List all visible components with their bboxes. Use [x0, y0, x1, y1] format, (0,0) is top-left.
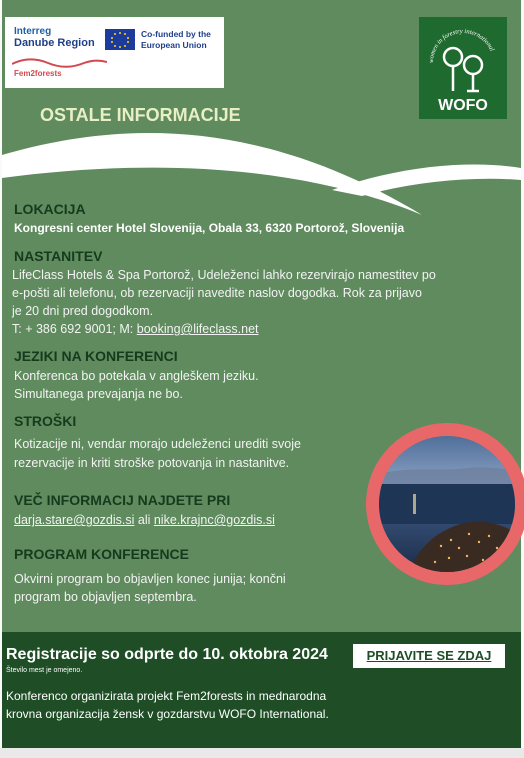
wofo-ring-text: women in forestry international: [427, 27, 496, 64]
nike-email-link[interactable]: nike.krajnc@gozdis.si: [153, 513, 275, 527]
program-heading: PROGRAM KONFERENCE: [14, 546, 190, 562]
organizers-text: [6, 687, 406, 723]
jeziki-line-2: Simultanega prevajanja ne bo.: [14, 387, 183, 401]
program-line-1: Okvirni program bo objavljen konec junija; končni: [14, 572, 286, 586]
bottom-strip: [0, 748, 524, 758]
program-line-2: program bo objavljen septembra.: [14, 590, 197, 604]
stroski-line-2: rezervacije in kriti stroške potovanja in nastanitve.: [14, 456, 290, 470]
danube-region-logo-text: Danube Region: [14, 37, 95, 49]
registration-deadline: Registracije so odprte do 10. oktobra 2024: [6, 646, 328, 663]
vec-informacij-heading: VEČ INFORMACIJ NAJDETE PRI: [14, 492, 231, 508]
wofo-tree-icon: [419, 17, 507, 97]
eu-flag-icon: [105, 29, 135, 50]
portoroz-photo-image: [379, 436, 515, 572]
nastanitev-contact: [12, 320, 259, 338]
darja-email-link[interactable]: darja.stare@gozdis.si: [14, 513, 135, 527]
limited-seats-note: Število mest je omejeno.: [6, 667, 83, 674]
page-title: OSTALE INFORMACIJE: [40, 105, 241, 125]
portoroz-photo: [366, 423, 524, 585]
organizers-line-1: Konferenco organizirata projekt Fem2forests in mednarodna: [6, 689, 327, 703]
fem2forests-logo-text: Fem2forests: [14, 69, 62, 78]
nastanitev-line-1: LifeClass Hotels & Spa Portorož, Udeleženci lahko rezervirajo namestitev po: [12, 268, 436, 282]
vec-informacij-contacts: [14, 511, 275, 529]
ali-text: ali: [134, 513, 154, 527]
stroski-heading: STROŠKI: [14, 413, 77, 429]
wofo-logo: [419, 17, 507, 119]
lokacija-heading: LOKACIJA: [14, 201, 86, 217]
cofunded-eu-text: Co-funded by the European Union: [141, 29, 211, 50]
jeziki-line-1: Konferenca bo potekala v angleškem jeziku.: [14, 369, 259, 383]
nastanitev-phone: T: + 386 692 9001; M:: [12, 322, 137, 336]
fem2forests-wave-icon: [12, 58, 107, 68]
nastanitev-line-3: je 20 dni pred dogodkom.: [12, 304, 154, 318]
wofo-logo-text: WOFO: [438, 97, 488, 114]
interreg-logo-text: Interreg: [14, 26, 52, 37]
booking-email-link[interactable]: booking@lifeclass.net: [136, 322, 259, 336]
register-now-button[interactable]: PRIJAVITE SE ZDAJ: [352, 643, 506, 669]
organizers-line-2: krovna organizacija žensk v gozdarstvu WOFO International.: [6, 707, 329, 721]
lokacija-text: Kongresni center Hotel Slovenija, Obala 33, 6320 Portorož, Slovenija: [14, 221, 405, 235]
jeziki-heading: JEZIKI NA KONFERENCI: [14, 348, 178, 364]
nastanitev-heading: NASTANITEV: [14, 248, 103, 264]
stroski-line-1: Kotizacije ni, vendar morajo udeleženci urediti svoje: [14, 437, 301, 451]
nastanitev-line-2: e-pošti ali telefonu, ob rezervaciji navedite naslov dogodka. Rok za prijavo: [12, 286, 422, 300]
